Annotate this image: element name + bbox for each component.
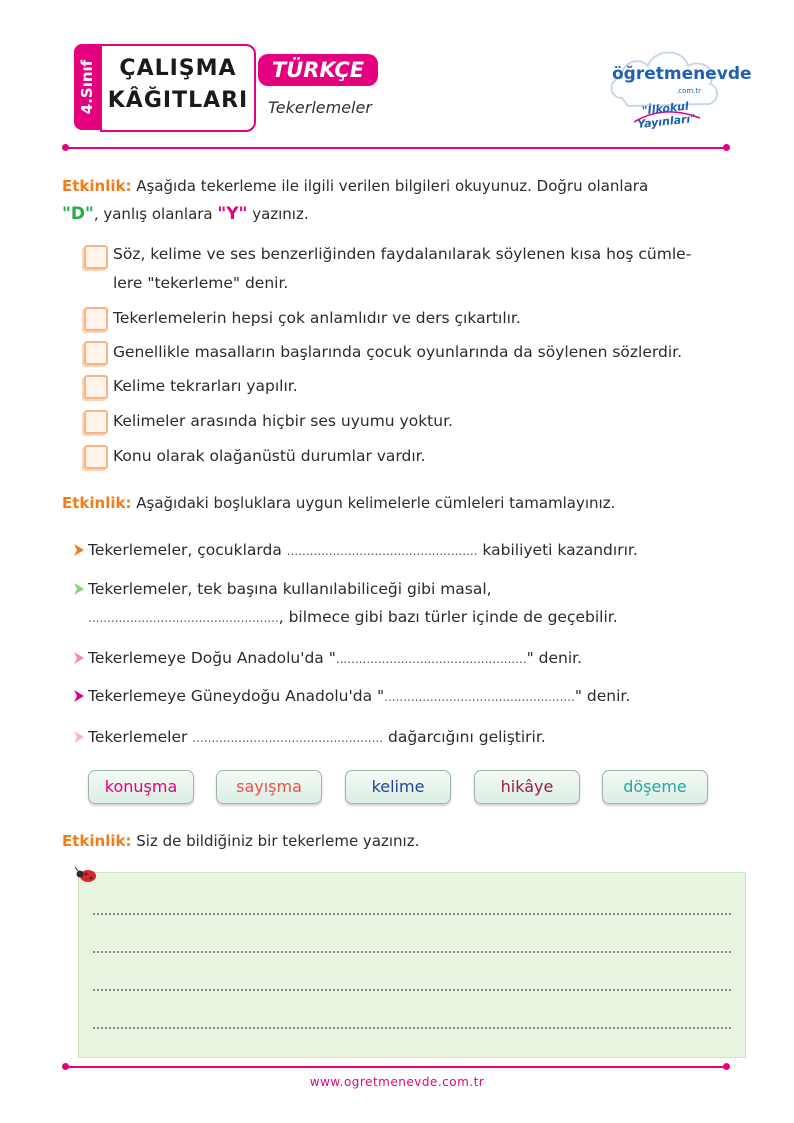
writing-area[interactable]: [78, 872, 746, 1058]
logo-tagline: "İlkokul Yayınları": [636, 99, 697, 131]
grade-tab: [74, 44, 100, 130]
grade-label: 4.Sınıf: [78, 59, 96, 115]
ladybug-icon: [74, 864, 100, 886]
header-rule: [66, 147, 726, 149]
word-sayisma[interactable]: sayışma: [216, 770, 322, 804]
writing-line-3[interactable]: [93, 989, 731, 991]
word-hikaye[interactable]: hikâye: [474, 770, 580, 804]
d-mark: "D": [62, 204, 94, 224]
statement-6: Konu olarak olağanüstü durumlar vardır.: [113, 447, 426, 465]
chevron-right-icon: [72, 543, 86, 557]
statement-3: Genellikle masalların başlarında çocuk oyunlarında da söylenen sözlerdir.: [113, 343, 683, 361]
publisher-logo: [604, 40, 752, 131]
word-konusma[interactable]: konuşma: [88, 770, 194, 804]
sentence-2-line2: .................................................., bilmece gibi bazı türler içinde de geçebilir.: [88, 608, 618, 626]
chevron-right-icon: [72, 582, 86, 596]
logo-name: öğretmenevde: [612, 64, 752, 84]
sentence-2-line1: Tekerlemeler, tek başına kullanılabiliceği gibi masal,: [88, 580, 492, 598]
footer-url[interactable]: www.ogretmenevde.com.tr: [309, 1075, 485, 1089]
activity1-label: Etkinlik:: [62, 177, 132, 195]
answer-box-6[interactable]: [84, 445, 108, 469]
activity1-end: yazınız.: [247, 205, 309, 223]
answer-box-1[interactable]: [84, 245, 108, 269]
word-kelime[interactable]: kelime: [345, 770, 451, 804]
chevron-right-icon: [72, 730, 86, 744]
chevron-right-icon: [72, 651, 86, 665]
answer-box-3[interactable]: [84, 341, 108, 365]
writing-line-2[interactable]: [93, 951, 731, 953]
activity3-text: Siz de bildiğiniz bir tekerleme yazınız.: [131, 832, 420, 850]
activity2-text: Aşağıdaki boşluklara uygun kelimelerle cümleleri tamamlayınız.: [131, 494, 616, 512]
blank-5[interactable]: ..................................................: [192, 731, 384, 745]
answer-box-4[interactable]: [84, 375, 108, 399]
statement-5: Kelimeler arasında hiçbir ses uyumu yoktur.: [113, 412, 453, 430]
chevron-right-icon: [72, 689, 86, 703]
sentence-1: Tekerlemeler, çocuklarda .................................................. kabiliyeti kazandırır.: [88, 541, 638, 559]
writing-line-1[interactable]: [93, 913, 731, 915]
activity3-label: Etkinlik:: [62, 832, 132, 850]
activity3-instruction: [62, 827, 419, 855]
activity2-label: Etkinlik:: [62, 494, 132, 512]
title-line-2: KÂĞITLARI: [107, 88, 249, 113]
answer-box-5[interactable]: [84, 410, 108, 434]
title-box: [100, 44, 256, 132]
footer-rule: [66, 1066, 726, 1068]
word-doseme[interactable]: döşeme: [602, 770, 708, 804]
subject-badge: TÜRKÇE: [258, 54, 378, 86]
writing-line-4[interactable]: [93, 1027, 731, 1029]
sentence-3: Tekerlemeye Doğu Anadolu'da ".................................................." denir.: [88, 649, 583, 667]
statement-1-line1: Söz, kelime ve ses benzerliğinden faydalanılarak söylenen kısa hoş cümle-: [113, 245, 692, 263]
answer-box-2[interactable]: [84, 307, 108, 331]
blank-1[interactable]: ..................................................: [286, 544, 478, 558]
blank-2[interactable]: ..................................................: [88, 611, 279, 625]
activity1-line1: Aşağıda tekerleme ile ilgili verilen bilgileri okuyunuz. Doğru olanlara: [131, 177, 649, 195]
activity2-instruction: [62, 489, 615, 517]
sentence-5: Tekerlemeler .................................................. dağarcığını geliştirir.: [88, 728, 546, 746]
footer-dot-right: [723, 1063, 730, 1070]
statement-2: Tekerlemelerin hepsi çok anlamlıdır ve ders çıkartılır.: [113, 309, 521, 327]
topic-title: Tekerlemeler: [268, 98, 372, 117]
activity1-mid: , yanlış olanlara: [93, 205, 218, 223]
activity1-instruction: [62, 172, 648, 200]
y-mark: "Y": [217, 204, 248, 224]
blank-3[interactable]: ..................................................: [335, 652, 527, 666]
title-line-1: ÇALIŞMA: [119, 56, 237, 81]
statement-4: Kelime tekrarları yapılır.: [113, 377, 298, 395]
statement-1-line2: lere "tekerleme" denir.: [113, 274, 289, 292]
logo-suffix: .com.tr: [676, 87, 702, 95]
blank-4[interactable]: ..................................................: [384, 690, 575, 704]
activity1-instruction-2: [62, 200, 309, 228]
rule-dot-right: [723, 144, 730, 151]
sentence-4: Tekerlemeye Güneydoğu Anadolu'da ".................................................." denir.: [88, 687, 631, 705]
